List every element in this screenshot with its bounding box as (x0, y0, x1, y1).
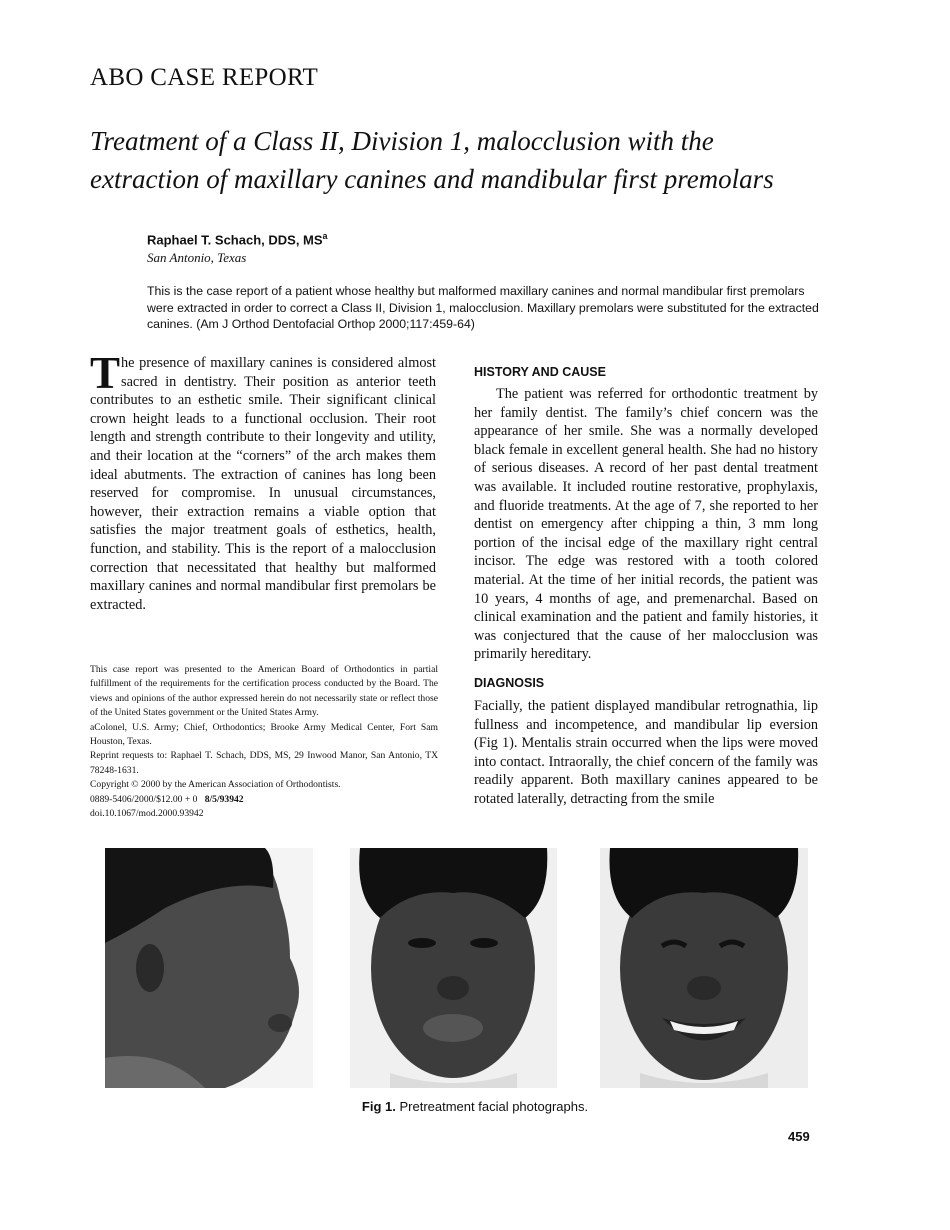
author-name-text: Raphael T. Schach, DDS, MS (147, 232, 323, 248)
title-line-1: Treatment of a Class II, Division 1, malocclusion with the (90, 126, 714, 156)
footnote-copyright: Copyright © 2000 by the American Association of Orthodontists. (90, 779, 341, 791)
footnote-doi: doi.10.1067/mod.2000.93942 (90, 808, 204, 820)
figure-label: Fig 1. (361, 1099, 396, 1114)
footnote-issn-code: 8/5/93942 (204, 793, 244, 805)
article-title (90, 122, 870, 198)
footnote-reprint: Reprint requests to: Raphael T. Schach, DDS, MS, 29 Inwood Manor, San Antonio, TX 78248-1631. (90, 750, 438, 776)
drop-cap: T (90, 348, 121, 398)
footnote-issn (90, 793, 438, 807)
figure-caption-text: Pretreatment facial photographs. (399, 1099, 589, 1114)
diagnosis-heading: DIAGNOSIS (474, 675, 545, 690)
footnotes (90, 663, 438, 821)
frontal-photo (350, 848, 557, 1088)
page-number: 459 (788, 1129, 810, 1144)
history-heading: HISTORY AND CAUSE (474, 365, 606, 379)
author-location: San Antonio, Texas (147, 250, 247, 265)
footnote-presentation: This case report was presented to the American Board of Orthodontics in partial fulfillment of the requirements for the certification process conducted by the Board. The views and opinions of the author expressed herein do not necessarily state or reflect those of the United States government or the United States Army. (90, 664, 438, 719)
intro-paragraph (90, 348, 436, 614)
history-paragraph: The patient was referred for orthodontic treatment by her family dentist. The family’s chief concern was the appearance of her smile. She was a normally developed black female in excellent general health. She had no history of serious diseases. A record of her past dental treatment was available. It included routine restorative, prophylaxis, and fluoride treatments. At the age of 7, she reported to her dentist on emergency after chipping a thin, 3 mm long portion of the incisal edge of the maxillary right central incisor. The edge was restored with a tooth colored material. At the time of her initial records, the patient was 10 years, 4 months of age, and premenarchal. Based on clinical examination and the patient and family histories, it was conjectured that the cause of her malocclusion was primarily hereditary. (474, 386, 818, 663)
author-name (147, 231, 328, 247)
right-column (474, 364, 818, 808)
footnote-issn-text: 0889-5406/2000/$12.00 + 0 (90, 793, 198, 805)
footnote-affiliation: aColonel, U.S. Army; Chief, Orthodontics; Brooke Army Medical Center, Fort Sam Houston, Texas. (90, 721, 438, 748)
figure-caption (0, 1099, 950, 1114)
smiling-photo (600, 848, 808, 1088)
title-line-2: extraction of maxillary canines and mandibular first premolars (90, 164, 774, 194)
profile-photo (105, 848, 313, 1088)
abstract: This is the case report of a patient whose healthy but malformed maxillary canines and normal mandibular first premolars were extracted in order to correct a Class II, Division 1, malocclusion. Maxillary premolars were substituted for the extracted canines. (Am J Orthod Dentofacial Orthop 2000;117:459-64) (147, 284, 819, 332)
intro-text: he presence of maxillary canines is considered almost sacred in dentistry. Their position as anterior teeth contributes to an esthetic smile. Their significant clinical crown height leads to a functional occlusion. Their root length and strength contribute to their longevity and utility, and their location at the “corners” of the arch makes them ideal abutments. The extraction of canines has long been reserved for compromise. In unusual circumstances, however, their extraction remains a viable option that satisfies the major treatment goals of esthetics, health, function, and stability. This is the report of a malocclusion correction that necessitated that healthy but malformed maxillary canines and normal mandibular first premolars be extracted. (90, 355, 436, 613)
diagnosis-paragraph: Facially, the patient displayed mandibular retrognathia, lip fullness and incompetence, and mandibular lip eversion (Fig 1). Mentalis strain occurred when the lips were moved into contact. Intraorally, the chief concern of the family was readily apparent. Both maxillary canines appeared to be rotated laterally, detracting from the smile (474, 697, 818, 807)
author-superscript: a (322, 231, 328, 241)
section-label: ABO CASE REPORT (90, 64, 319, 91)
